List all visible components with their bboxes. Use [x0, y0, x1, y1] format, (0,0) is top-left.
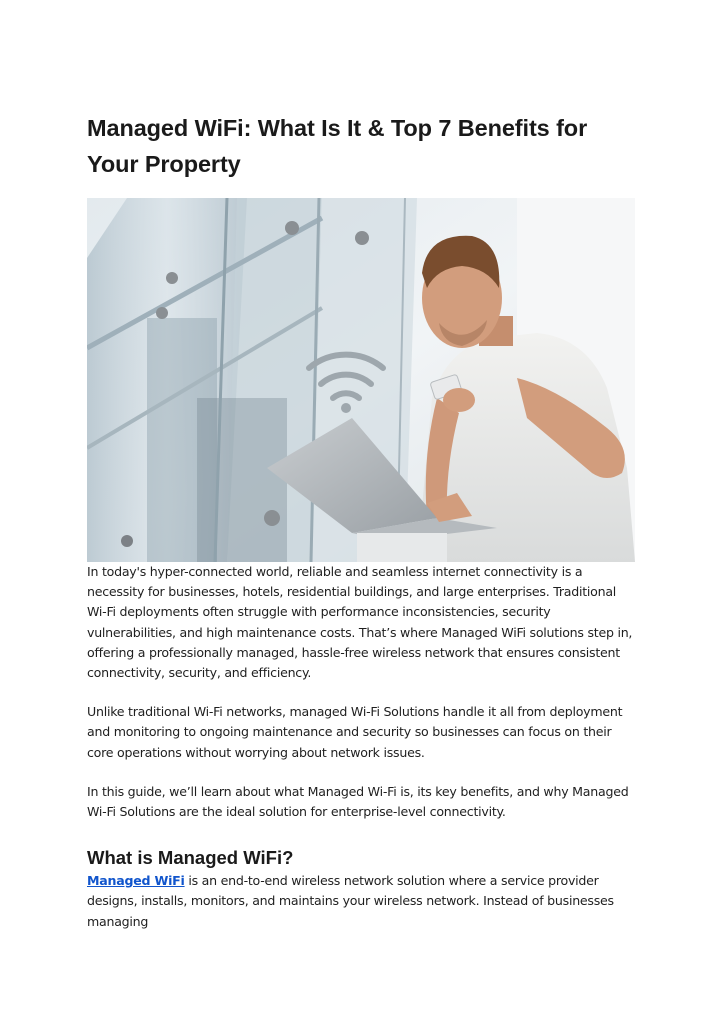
- article: [87, 110, 635, 932]
- intro-paragraph: In today's hyper-connected world, reliable and seamless internet connectivity is a necessity for businesses, hotels, residential buildings, and large enterprises. Traditional Wi-Fi deployments often struggle with performance inconsistencies, security vulnerabilities, and high maintenance costs. That’s where Managed WiFi solutions step in, offering a professionally managed, hassle-free wireless network that ensures consistent connectivity, security, and efficiency.: [87, 564, 633, 681]
- guide-paragraph: In this guide, we’ll learn about what Managed Wi-Fi is, its key benefits, and why Managed Wi-Fi Solutions are the ideal solution for enterprise-level connectivity.: [87, 783, 629, 820]
- hero-image: [87, 198, 635, 562]
- definition-paragraph: [87, 871, 635, 932]
- managed-wifi-link[interactable]: Managed WiFi: [87, 873, 185, 889]
- definition-text: is an end-to-end wireless network solution where a service provider designs, installs, monitors, and maintains your wireless network. Instead of businesses managing: [87, 873, 614, 929]
- article-title: Managed WiFi: What Is It & Top 7 Benefits for Your Property: [87, 115, 588, 177]
- section-heading: What is Managed WiFi?: [87, 847, 294, 869]
- comparison-paragraph: Unlike traditional Wi-Fi networks, managed Wi-Fi Solutions handle it all from deployment and monitoring to ongoing maintenance and security so businesses can focus on their core operations without worrying about network issues.: [87, 704, 623, 760]
